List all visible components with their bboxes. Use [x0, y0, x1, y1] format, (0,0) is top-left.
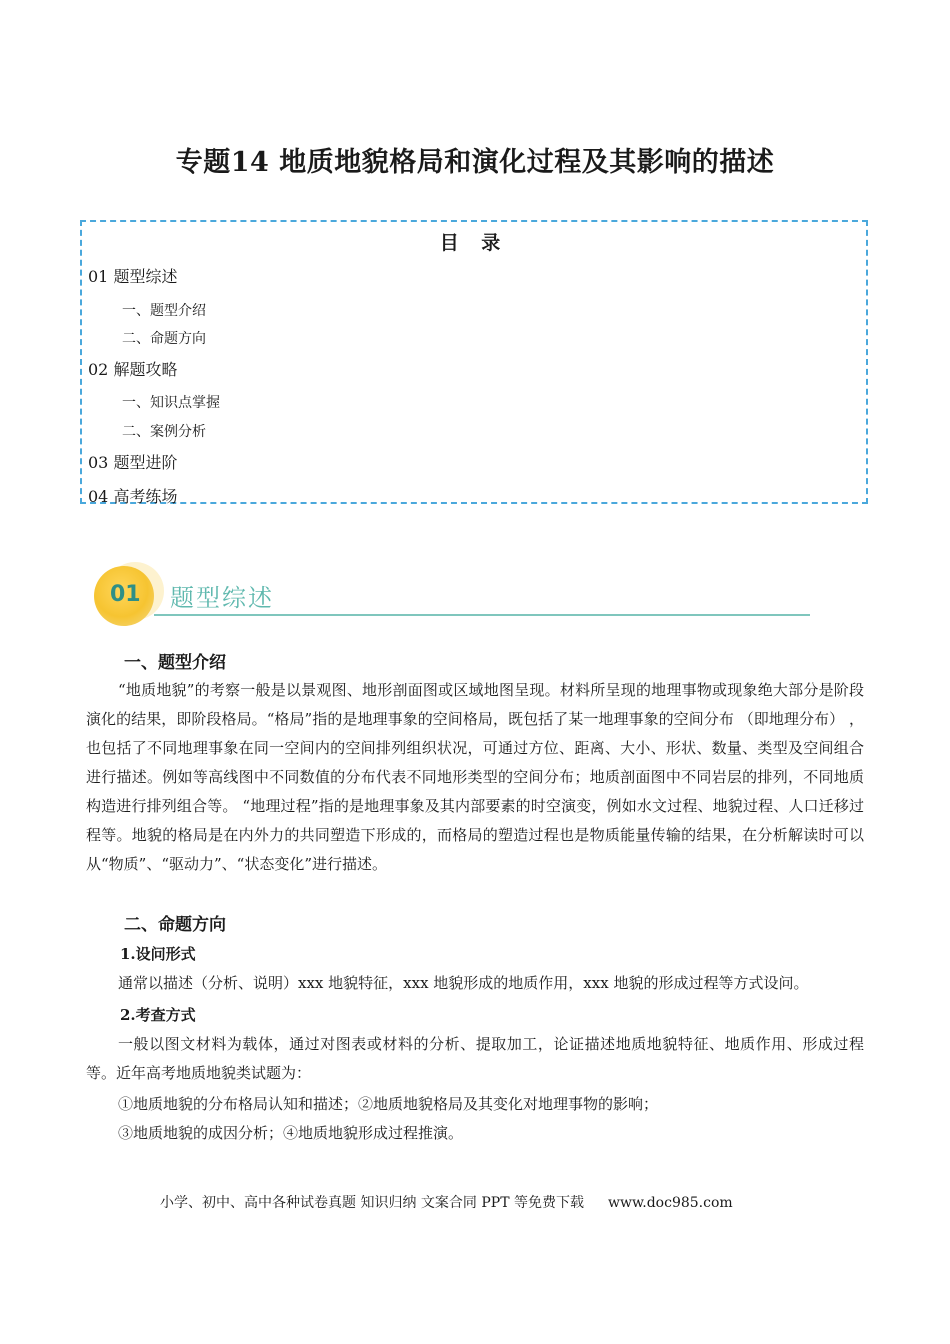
footer-url-link[interactable]: www.doc985.com — [607, 1195, 733, 1211]
subsection-heading-direction: 二、命题方向 — [124, 915, 226, 935]
toc-item-03[interactable]: 03 题型进阶 — [88, 453, 178, 472]
section-divider — [154, 614, 810, 616]
page-title: 专题14 地质地貌格局和演化过程及其影响的描述 — [175, 147, 775, 178]
table-of-contents — [80, 220, 868, 504]
toc-item-01[interactable]: 01 题型综述 — [88, 267, 178, 286]
section-banner — [94, 562, 810, 626]
toc-subitem-case[interactable]: 二、案例分析 — [122, 424, 206, 440]
exam-method-heading: 2.考查方式 — [120, 1006, 196, 1024]
section-number: 01 — [110, 582, 141, 607]
subsection-heading-intro: 一、题型介绍 — [124, 653, 226, 673]
question-form-text: 通常以描述（分析、说明）xxx 地貌特征，xxx 地貌形成的地质作用，xxx 地貌的形成过程等方式设问。 — [118, 974, 809, 992]
exam-list-line-1: ①地质地貌的分布格局认知和描述；②地质地貌格局及其变化对地理事物的影响； — [118, 1095, 659, 1113]
toc-item-04[interactable]: 04 高考练场 — [88, 487, 178, 506]
toc-heading: 目 录 — [439, 232, 509, 254]
exam-list-line-2: ③地质地貌的成因分析；④地质地貌形成过程推演。 — [118, 1124, 464, 1142]
page-footer — [160, 1192, 733, 1212]
toc-subitem-knowledge[interactable]: 一、知识点掌握 — [122, 395, 220, 411]
footer-text: 小学、初中、高中各种试卷真题 知识归纳 文案合同 PPT 等免费下载 — [160, 1195, 584, 1211]
toc-subitem-direction[interactable]: 二、命题方向 — [122, 331, 206, 347]
section-title: 题型综述 — [170, 584, 274, 612]
exam-method-text: 一般以图文材料为载体，通过对图表或材料的分析、提取加工，论证描述地质地貌特征、地质作用、形成过程等。近年高考地质地貌类试题为： — [86, 1035, 864, 1082]
toc-subitem-intro[interactable]: 一、题型介绍 — [122, 303, 206, 319]
toc-item-02[interactable]: 02 解题攻略 — [88, 360, 178, 379]
intro-paragraph: “地质地貌”的考察一般是以景观图、地形剖面图或区域地图呈现。材料所呈现的地理事物或现象绝大部分是阶段演化的结果，即阶段格局。“格局”指的是地理事象的空间格局，既包括了某一地理事象的空间分布 （即地理分布） ，也包括了不同地理事象在同一空间内的空间排列组织状况，可通过方位、距离、大小、形状、数量、类型及空间组合进行描述。例如等高线图中不同数值的分布代表不同地形类型的空间分布；地质剖面图中不同岩层的排列，不同地质构造进行排列组合等。 “地理过程”指的是地理事象及其内部要素的时空演变，例如水文过程、地貌过程、人口迁移过程等。地貌的格局是在内外力的共同塑造下形成的，而格局的塑造过程也是物质能量传输的结果，在分析解读时可以从“物质”、“驱动力”、“状态变化”进行描述。 — [86, 681, 864, 873]
question-form-heading: 1.设问形式 — [120, 945, 196, 963]
